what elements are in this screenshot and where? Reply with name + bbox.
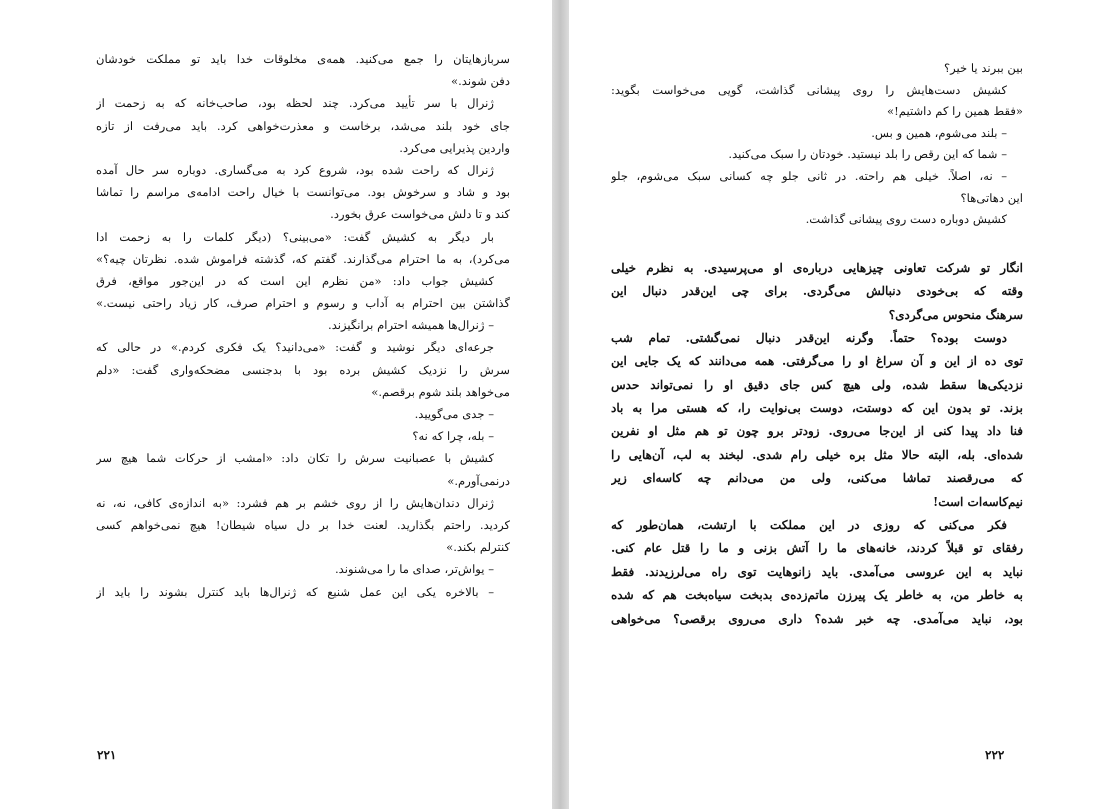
text-line: دفن شوند.» [450,74,510,89]
text-line: انگار تو شرکت تعاونی چیزهایی درباره‌ی او می‌پرسیدی. به نظرم خیلی [611,260,1023,275]
text-line: سرش را نزدیک کشیش برده بود با بدجنسی مضحکه‌واری گفت: «دلم [96,362,510,377]
book-gutter [552,0,569,809]
text-line: فنا داد پیدا کنی از این‌جا می‌روی. زودتر برو چون تو هم مثل او نفرین [611,424,1023,439]
text-line: کشیش جواب داد: «من نظرم این است که در این‌جور مواقع، فرق [96,273,494,288]
text-line: بود، نباید می‌آمدی. چه خبر شده؟ داری می‌روی برقصی؟ می‌خواهی [611,611,1023,626]
right-page [569,0,1093,809]
text-line: – شما که این رقص را بلد نیستید. خودتان را سبک می‌کنید. [728,147,1007,162]
text-line: – نه، اصلاً. خیلی هم راحته. در ثانی جلو چه کسانی سبک می‌شوم، جلو [611,168,1007,183]
text-line: می‌خواهد بلند شوم برقصم.» [371,384,510,399]
text-line: بود و شاد و سرخوش بود. می‌توانست با خیال راحت ادامه‌ی مراسم را تماشا [96,185,510,200]
text-line: این دهاتی‌ها؟ [960,190,1023,205]
text-line: کشیش با عصبانیت سرش را تکان داد: «امشب از حرکات شما هیچ سر [96,451,494,466]
text-line: به خاطر من، به خاطر یک پیرزن ماتم‌زده‌ی بدبخت سیاه‌بخت هم که شده [611,588,1023,603]
text-line: بزند. تو بدون این که دوستت، دوست بی‌نوایت را، که هستی مرا به باد [611,401,1023,416]
text-line: ژنرال با سر تأیید می‌کرد. چند لحظه بود، صاحب‌خانه که به زحمت از [96,96,494,111]
text-line: نباید به این عروسی می‌آمدی. باید زانوهایت توی راه می‌لرزیدند. فقط [611,564,1023,579]
text-line: – بله، چرا که نه؟ [412,429,494,444]
text-line: – جدی می‌گویید. [414,407,494,421]
text-line: – ژنرال‌ها همیشه احترام برانگیزند. [328,318,494,333]
text-line: می‌کرد)، به ما احترام می‌گذارند. گفتم که، گذشته فراموش شده. نظرتان چیه؟» [96,251,510,266]
text-line: – بلند می‌شوم، همین و بس. [871,125,1007,140]
section-break [611,231,1023,257]
text-line: رفقای تو قبلاً کردند، خانه‌های ما را آتش بزنی و ما را قتل عام کنی. [611,541,1023,556]
text-line: توی ده از این و آن سراغ او را می‌گرفتی. همه می‌دانند که یک جایی این [611,354,1023,369]
right-page-text [611,58,1023,631]
text-line: کردید. راحتم بگذارید. لعنت خدا بر دل سیاه شیطان! هیچ نمی‌خواهم کسی [96,517,510,532]
text-line: واردین پذیرایی می‌کرد. [399,140,510,155]
text-line: ژنرال دندان‌هایش را از روی خشم بر هم فشرد: «به اندازه‌ی کافی، نه، نه [96,495,494,510]
text-line: گذاشتن بین احترام به آداب و رسوم و احترام صرف، کار زیاد راحتی نیست.» [96,296,510,311]
text-line: – بالاخره یکی این عمل شنیع که ژنرال‌ها باید کنترل بشوند را باید از [96,584,494,599]
text-line: بین ببرند یا خیر؟ [943,61,1023,75]
text-line: جرعه‌ای دیگر نوشید و گفت: «می‌دانید؟ یک فکری کردم.» در حالی که [96,340,494,355]
left-page-number: ۲۲۱ [97,748,117,762]
text-line: – یواش‌تر، صدای ما را می‌شنوند. [334,562,494,577]
text-line: «فقط همین را کم داشتیم!» [886,104,1023,119]
text-line: شده‌ای. بله، البته حالا مثل بره خیلی رام شدی. لبخند به لب، آن‌هایی را [611,447,1023,462]
text-line: نزدیکی‌ها سقط شده، ولی هیچ کس جای دقیق او را نمی‌تواند حدس [611,377,1023,392]
text-line: دوست بوده؟ حتماً. وگرنه این‌قدر دنبال نمی‌گشتی. تمام شب [611,330,1007,345]
text-line: جای خود بلند می‌شد، برخاست و معذرت‌خواهی کرد. باید می‌رفت از تازه [96,118,510,133]
text-line: فکر می‌کنی که روزی در این مملکت با ارتشت، همان‌طور که [611,518,1007,533]
right-page-monologue [611,257,1023,631]
text-line: سرهنگ منحوس می‌گردی؟ [888,307,1023,322]
right-page-number: ۲۲۲ [985,748,1005,762]
text-line: درنمی‌آورم.» [447,473,510,488]
text-line: کشیش دوباره دست روی پیشانی گذاشت. [805,212,1007,227]
text-line: بار دیگر به کشیش گفت: «می‌بینی؟ (دیگر کلمات را به زحمت ادا [96,229,494,244]
text-line: که می‌رقصند تماشا می‌کنی، ولی من می‌دانم چه کاسه‌ای زیر [611,471,1023,486]
text-line: کنترلم بکند.» [446,540,510,555]
left-page-text [96,48,510,603]
text-line: نیم‌کاسه‌ات است! [932,494,1023,509]
text-line: کشیش دست‌هایش را روی پیشانی گذاشت، گویی می‌خواست بگوید: [611,82,1007,97]
text-line: کند و تا دلش می‌خواست عرق بخورد. [330,207,510,222]
text-line: ژنرال که راحت شده بود، شروع کرد به می‌گساری. دوباره سر حال آمده [96,162,494,177]
right-page-dialogue [611,58,1023,231]
text-line: سربازهایتان را جمع می‌کنید. همه‌ی مخلوقات خدا باید تو مملکت خودشان [96,52,510,66]
text-line: وقته که بی‌خودی دنبالش می‌گردی. برای چی این‌قدر دنبال این [611,284,1023,299]
